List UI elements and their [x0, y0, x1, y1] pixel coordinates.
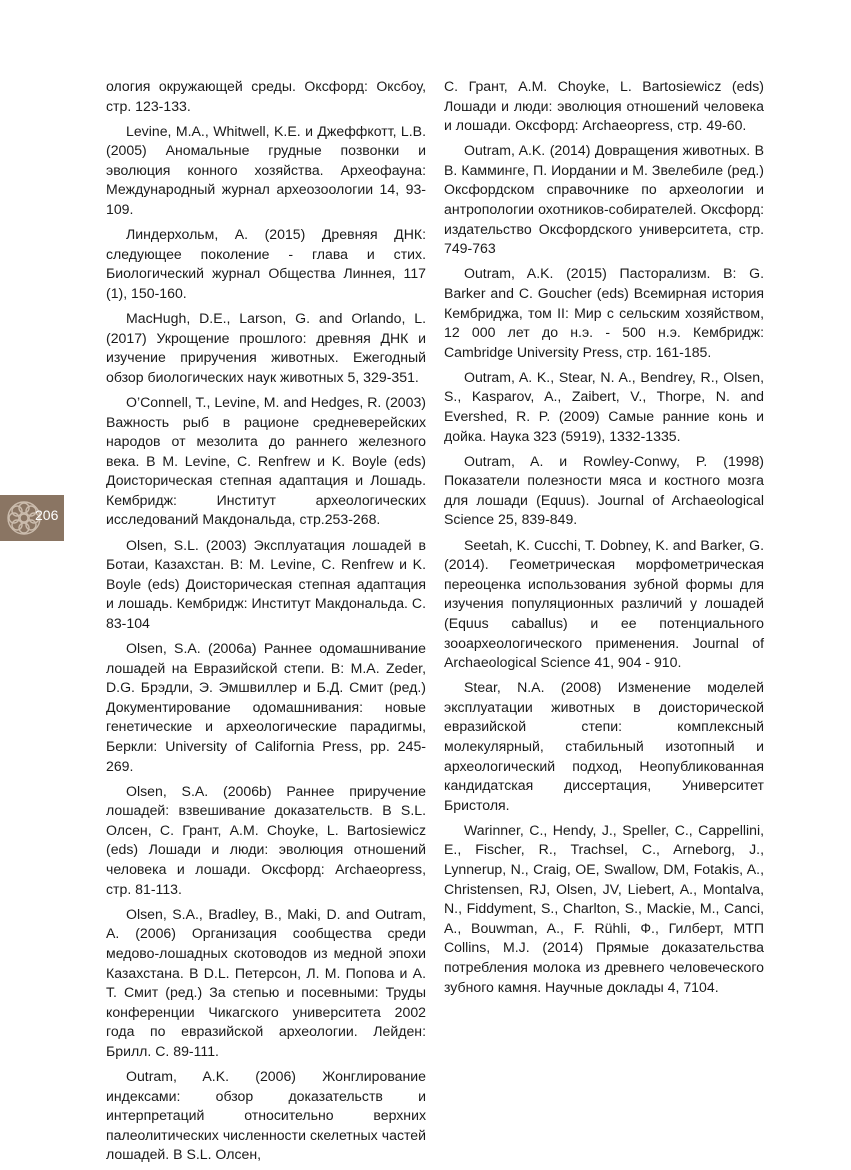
reference-entry: Outram, A.K. (2006) Жонглирование индексами: обзор доказательств и интерпретаций относительно верхних палеолитических численности скелетных частей лошадей. В S.L. Олсен,	[106, 1068, 426, 1163]
reference-entry: Stear, N.A. (2008) Изменение моделей эксплуатации животных в доисторической евразийской степи: комплексный молекулярный, стабильный изотопный и археологический подход, Неопубликованная кандидатская диссертация, Университет Бристоля.	[444, 679, 764, 813]
reference-entry: Olsen, S.A. (2006a) Раннее одомашнивание лошадей на Евразийской степи. В: M.A. Zeder, D.G. Брэдли, Э. Эмшвиллер и Б.Д. Смит (ред.) Документирование одомашнивания: новые генетические и археологические парадигмы, Беркли: University of California Press, pp. 245-269.	[106, 640, 426, 774]
reference-entry: O’Connell, T., Levine, M. and Hedges, R. (2003) Важность рыб в рационе средневерейских народов от мезолита до раннего железного века. В M. Levine, C. Renfrew и K. Boyle (eds) Доисторическая степная адаптация и Лошадь. Кембридж: Институт археологических исследований Макдональда, стр.253-268.	[106, 393, 426, 528]
reference-entry: Olsen, S.A. (2006b) Раннее приручение лошадей: взвешивание доказательств. В S.L. Олсен, C. Грант, A.M. Choyke, L. Bartosiewicz (eds) Лошади и люди: эволюция отношений человека и лошади. Оксфорд: Archaeopress, стр. 81-113.	[106, 782, 426, 897]
reference-entry: MacHugh, D.E., Larson, G. and Orlando, L. (2017) Укрощение прошлого: древняя ДНК и изучение приручения животных. Ежегодный обзор биологических наук животных 5, 329-351.	[106, 310, 426, 385]
reference-entry: ология окружающей среды. Оксфорд: Оксбоу, стр. 123-133.	[106, 78, 426, 114]
reference-entry: Olsen, S.L. (2003) Эксплуатация лошадей в Ботаи, Казахстан. В: M. Levine, C. Renfrew и K. Boyle (eds) Доисторическая степная адаптация и лошадь. Кембридж: Институт Макдональда. С. 83-104	[106, 536, 426, 631]
reference-entry: Outram, A.K. (2014) Довращения животных. В В. Камминге, П. Иордании и М. Звелебиле (ред.) Оксфордском справочнике по археологии и антропологии охотников-собирателей. Оксфорд: издательство Оксфордского университета, стр. 749-763	[444, 142, 764, 257]
reference-entry: Warinner, C., Hendy, J., Speller, C., Cappellini, E., Fischer, R., Trachsel, C., Arneborg, J., Lynnerup, N., Craig, OE, Swallow, DM, Fotakis, A., Christensen, RJ, Olsen, JV, Liebert, A., Montalva, N., Fiddyment, S., Charlton, S., Mackie, M., Canci, A., Bouwman, A., F. Rühli, Ф., Гилберт, МТП Collins, M.J. (2014) Прямые доказательства потребления молока из древнего человеческого зубного камня. Научные доклады 4, 7104.	[444, 821, 764, 995]
right-column	[444, 77, 764, 1003]
reference-entry: Outram, A. и Rowley-Conwy, P. (1998) Показатели полезности мяса и костного мозга для лошади (Equus). Journal of Archaeological Science 25, 839-849.	[444, 452, 764, 528]
reference-entry: Outram, A. K., Stear, N. A., Bendrey, R., Olsen, S., Kasparov, A., Zaibert, V., Thorpe, N. and Evershed, R. P. (2009) Самые ранние конь и дойка. Наука 323 (5919), 1332-1335.	[444, 368, 764, 444]
reference-entry: C. Грант, A.M. Choyke, L. Bartosiewicz (eds) Лошади и люди: эволюция отношений человека и лошади. Оксфорд: Archaeopress, стр. 49-60.	[444, 78, 764, 134]
page-number: 206	[35, 507, 59, 523]
reference-entry: Levine, M.A., Whitwell, K.E. и Джеффкотт, L.B. (2005) Аномальные грудные позвонки и эволюция конного хозяйства. Археофауна: Международный журнал археозоологии 14, 93-109.	[106, 122, 426, 218]
reference-entry: Outram, A.K. (2015) Пасторализм. В: G. Barker and C. Goucher (eds) Всемирная история Кембриджа, том II: Мир с сельским хозяйством, 12 000 лет до н.э. - 500 н.э. Кембридж: Cambridge University Press, стр. 161-185.	[444, 265, 764, 360]
reference-entry: Olsen, S.A., Bradley, B., Maki, D. and Outram, A. (2006) Организация сообщества среди медово-лошадных скотоводов из медной эпохи Казахстана. В D.L. Петерсон, Л. М. Попова и А. Т. Смит (ред.) За степью и посевными: Труды конференции Чикагского университета 2002 года по евразийской археологии. Лейден: Брилл. С. 89-111.	[106, 905, 426, 1059]
page-number-tab	[0, 495, 64, 541]
left-column	[106, 77, 426, 1170]
reference-entry: Seetah, K. Cucchi, T. Dobney, K. and Barker, G. (2014). Геометрическая морфометрическая переоценка использования зубной формы для изучения популяционных различий у лошадей (Equus caballus) и ее потенциального зооархеологического применения. Journal of Archaeological Science 41, 904 - 910.	[444, 536, 764, 671]
reference-entry: Линдерхольм, А. (2015) Древняя ДНК: следующее поколение - глава и стих. Биологический журнал Общества Линнея, 117 (1), 150-160.	[106, 226, 426, 301]
